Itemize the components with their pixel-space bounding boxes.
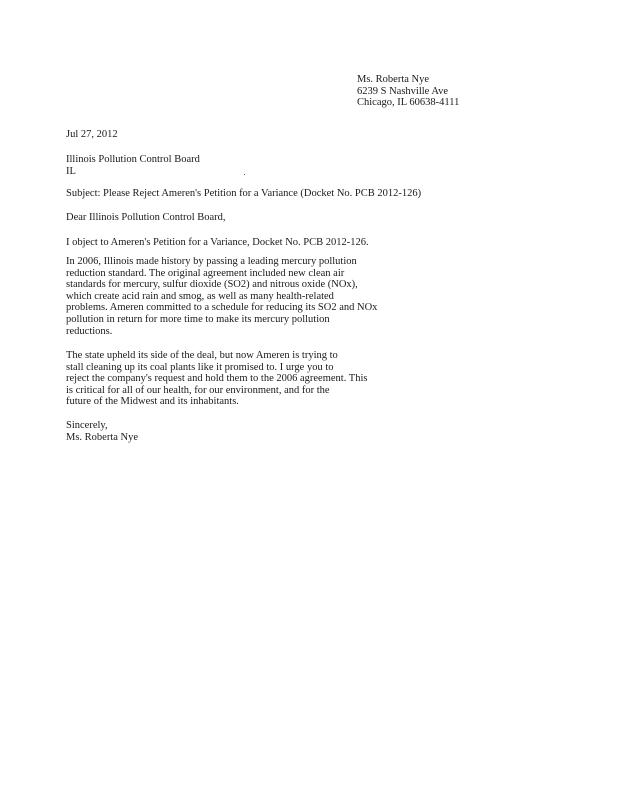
recipient-state: IL	[66, 165, 76, 177]
salutation-text: Dear Illinois Pollution Control Board,	[66, 212, 226, 223]
sender-street: 6239 S Nashville Ave	[357, 85, 449, 97]
sender-name: Ms. Roberta Nye	[357, 74, 430, 85]
salutation	[66, 212, 226, 224]
paragraph-line: reductions.	[66, 325, 113, 337]
subject-line	[66, 188, 421, 200]
paragraph-line: The state upheld its side of the deal, but now Ameren is trying to	[66, 350, 338, 361]
opening-statement	[66, 237, 369, 249]
scan-speck	[244, 174, 245, 175]
paragraph-line: reduction standard. The original agreement included new clean air	[66, 267, 345, 279]
paragraph-line: which create acid rain and smog, as well as many health-related	[66, 290, 334, 302]
paragraph-line: problems. Ameren committed to a schedule for reducing its SO2 and NOx	[66, 302, 378, 314]
closing	[66, 420, 138, 443]
letter-date	[66, 129, 118, 141]
date-text: Jul 27, 2012	[66, 129, 118, 140]
paragraph-line: standards for mercury, sulfur dioxide (SO2) and nitrous oxide (NOx),	[66, 279, 358, 291]
sender-city-state-zip: Chicago, IL 60638-4111	[357, 97, 460, 109]
body-paragraph-2	[66, 350, 367, 408]
paragraph-line: future of the Midwest and its inhabitants.	[66, 396, 239, 408]
paragraph-line: In 2006, Illinois made history by passing a leading mercury pollution	[66, 256, 357, 267]
paragraph-line: stall cleaning up its coal plants like it promised to. I urge you to	[66, 361, 334, 373]
valediction: Sincerely,	[66, 420, 108, 431]
signature-name: Ms. Roberta Nye	[66, 431, 139, 443]
body-paragraph-1	[66, 256, 377, 337]
opening-text: I object to Ameren's Petition for a Variance, Docket No. PCB 2012-126.	[66, 237, 369, 248]
sender-address	[357, 74, 459, 109]
paragraph-line: pollution in return for more time to make its mercury pollution	[66, 313, 330, 325]
subject-text: Subject: Please Reject Ameren's Petition for a Variance (Docket No. PCB 2012-126)	[66, 188, 422, 199]
paragraph-line: is critical for all of our health, for our environment, and for the	[66, 384, 330, 396]
recipient-address	[66, 154, 200, 177]
recipient-org: Illinois Pollution Control Board	[66, 154, 200, 165]
paragraph-line: reject the company's request and hold them to the 2006 agreement. This	[66, 373, 368, 385]
